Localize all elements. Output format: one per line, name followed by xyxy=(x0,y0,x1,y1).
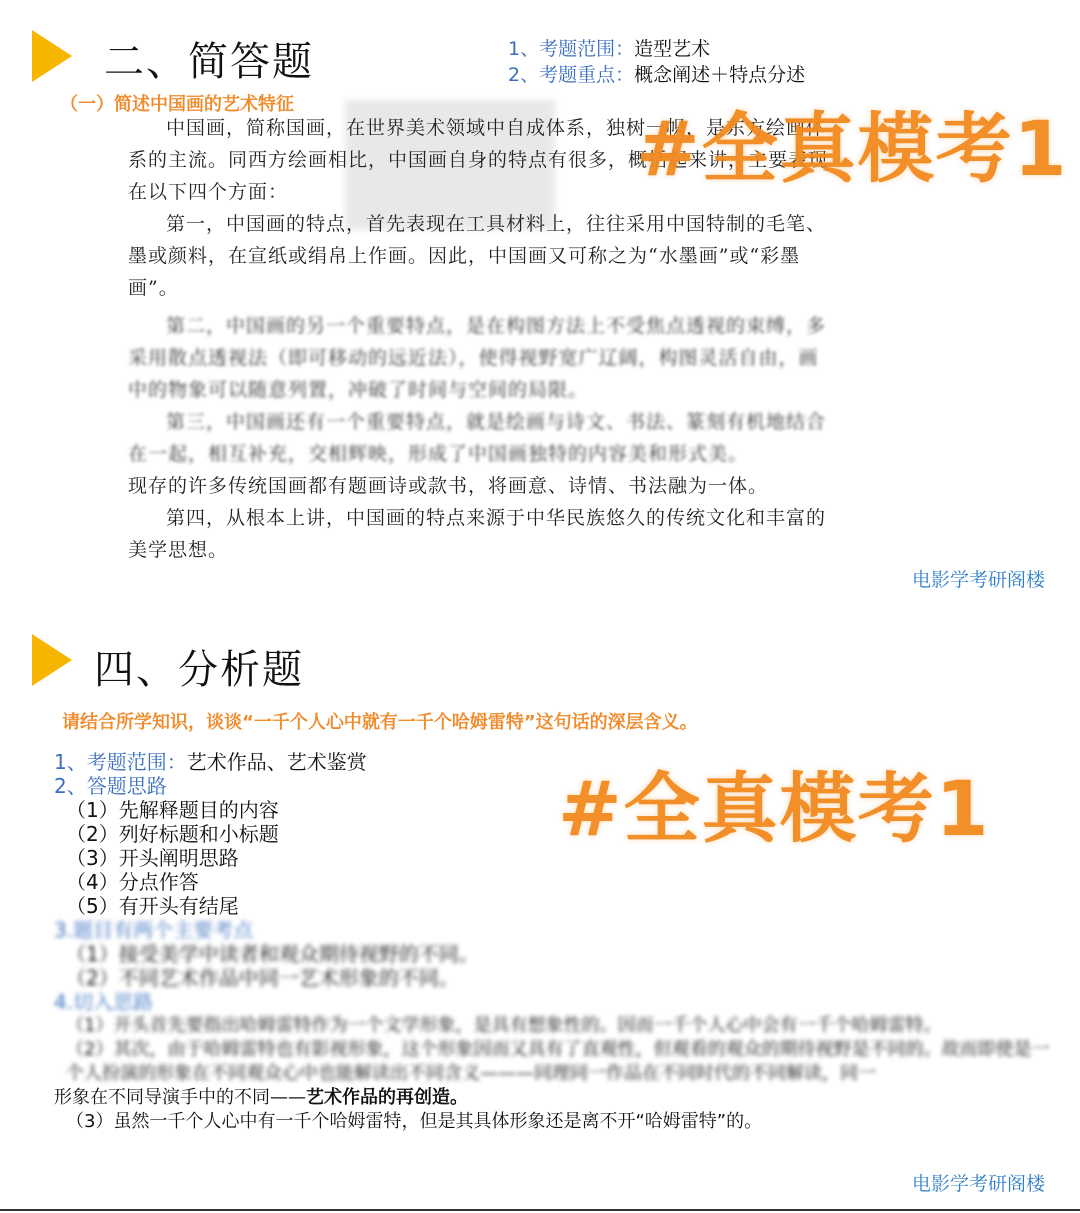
step-3: （3）开头阐明思路 xyxy=(66,846,239,870)
meta-focus: 2、考题重点：概念阐述＋特点分述 xyxy=(508,64,806,86)
footer-brand-top: 电影学考研阁楼 xyxy=(912,569,1046,591)
footer-brand-bottom: 电影学考研阁楼 xyxy=(912,1173,1046,1195)
section-b-title: 四、分析题 xyxy=(94,647,304,693)
book-paragraph-4: 第三，中国画还有一个重要特点，就是绘画与诗文、书法、篆刻有机地结合在一起，相互补充，交相辉映，形成了中国画独特的内容美和形式美。 xyxy=(128,411,827,465)
section-a-triangle-icon xyxy=(32,30,72,82)
watermark-top: #全真模考1 xyxy=(636,104,1069,193)
entry-heading: 4.切入思路 xyxy=(54,990,154,1014)
book-paragraph-6: 第四，从根本上讲，中国画的特点来源于中华民族悠久的传统文化和丰富的美学思想。 xyxy=(128,507,827,561)
watermark-bottom: #全真模考1 xyxy=(558,764,991,853)
point-1: （1）接受美学中读者和观众期待视野的不同。 xyxy=(66,942,479,966)
meta-scope: 1、考题范围：造型艺术 xyxy=(508,38,711,60)
step-5: （5）有开头有结尾 xyxy=(66,894,239,918)
approach-heading: 2、答题思路 xyxy=(54,774,167,798)
book-paragraph-1: 中国画，简称国画，在世界美术领域中自成体系，独树一帜，是东方绘画体系的主流。同西方绘画相比，中国画自身的特点有很多，概括起来讲，主要表现在以下四个方面： xyxy=(128,117,829,203)
section-b-triangle-icon xyxy=(32,634,72,686)
book-paragraph-3: 第二，中国画的另一个重要特点，是在构图方法上不受焦点透视的束缚，多采用散点透视法（即可移动的远近法），使得视野宽广辽阔，构图灵活自由，画中的物象可以随意列置，冲破了时间与空间的局限。 xyxy=(128,315,827,401)
section-a-meta xyxy=(508,36,805,88)
entry-2-end: 形象在不同导演手中的不同——艺术作品的再创造。 xyxy=(54,1087,468,1108)
step-2: （2）列好标题和小标题 xyxy=(66,822,279,846)
point-2: （2）不同艺术作品中同一艺术形象的不同。 xyxy=(66,966,459,990)
answer-outline xyxy=(54,750,1054,1134)
entry-3: （3）虽然一千个人心中有一千个哈姆雷特，但是其具体形象还是离不开“哈姆雷特”的。 xyxy=(66,1111,763,1132)
step-4: （4）分点作答 xyxy=(66,870,199,894)
bottom-divider xyxy=(0,1209,1080,1211)
section-a-title: 二、简答题 xyxy=(104,39,314,85)
section-a-subtitle: （一）简述中国画的艺术特征 xyxy=(60,94,294,115)
points-heading: 3.题目有两个主要考点 xyxy=(54,918,254,942)
entry-1: （1）开头首先要指出哈姆雷特作为一个文学形象，是具有想象性的。因而一千个人心中会有一千个哈姆雷特。 xyxy=(66,1015,942,1036)
book-paragraph-2: 第一，中国画的特点，首先表现在工具材料上，往往采用中国特制的毛笔、墨或颜料，在宣纸或绢帛上作画。因此，中国画又可称之为“水墨画”或“彩墨画”。 xyxy=(128,213,827,299)
book-paragraph-5: 现存的许多传统国画都有题画诗或款书，将画意、诗情、书法融为一体。 xyxy=(128,475,769,497)
step-1: （1）先解释题目的内容 xyxy=(66,798,279,822)
scope-line: 1、考题范围：艺术作品、艺术鉴赏 xyxy=(54,750,367,774)
entry-2a: （2）其次，由于哈姆雷特也有影视形象，这个形象因而又具有了直观性，但观看的观众的期待视野是不同的。故而即使是一个人扮演的形象在不同观众心中也能解读出不同含义———同理同一作品在不同时代的不同解读，同一 xyxy=(66,1039,1050,1084)
section-b-question: 请结合所学知识，谈谈“一千个人心中就有一千个哈姆雷特”这句话的深层含义。 xyxy=(62,712,698,733)
